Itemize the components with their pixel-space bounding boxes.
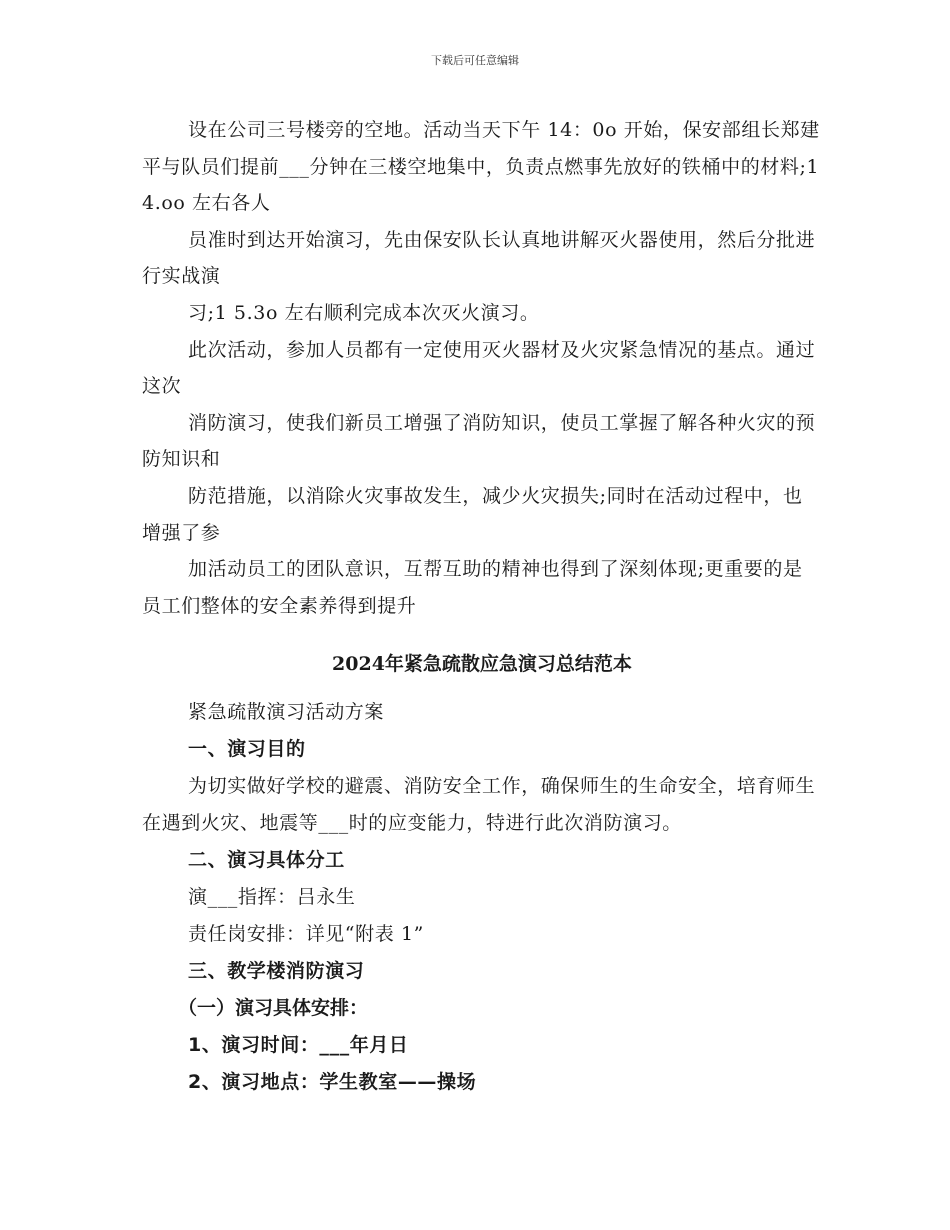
item-location: 2、演习地点：学生教室——操场 bbox=[188, 1070, 477, 1093]
duty-line: 责任岗安排：详见“附表 1” bbox=[188, 922, 424, 945]
paragraph: 习;1 5.3o 左右顺利完成本次灭火演习。 bbox=[188, 301, 540, 324]
paragraph: 加活动员工的团队意识，互帮互助的精神也得到了深刻体现;更重要的是员工们整体的安全素养得到提升 bbox=[142, 558, 803, 617]
page-header: 下载后可任意编辑 bbox=[431, 54, 519, 67]
document-body bbox=[142, 112, 822, 1101]
heading-purpose: 一、演习目的 bbox=[188, 738, 306, 761]
section-title: 2024年紧急疏散应急演习总结范本 bbox=[332, 653, 632, 676]
commander-line: 演___指挥：吕永生 bbox=[188, 885, 356, 908]
plan-title: 紧急疏散演习活动方案 bbox=[188, 701, 385, 724]
paragraph: 员准时到达开始演习，先由保安队长认真地讲解灭火器使用，然后分批进行实战演 bbox=[142, 228, 816, 288]
purpose-paragraph: 为切实做好学校的避震、消防安全工作，确保师生的生命安全，培育师生在遇到火灾、地震等___时的应变能力，特进行此次消防演习。 bbox=[142, 775, 816, 834]
item-time: 1、演习时间：___年月日 bbox=[188, 1033, 409, 1056]
paragraph: 防范措施，以消除火灾事故发生，减少火灾损失;同时在活动过程中，也增强了参 bbox=[142, 484, 803, 544]
subheading-arrangement: （一）演习具体安排： bbox=[178, 996, 369, 1019]
paragraph: 此次活动，参加人员都有一定使用灭火器材及火灾紧急情况的基点。通过这次 bbox=[142, 338, 816, 398]
paragraph: 设在公司三号楼旁的空地。活动当天下午 14：0o 开始，保安部组长郑建平与队员们提前___分钟在三楼空地集中，负责点燃事先放好的铁桶中的材料;1 4.oo 左右各人 bbox=[142, 119, 820, 215]
heading-division: 二、演习具体分工 bbox=[188, 848, 345, 871]
paragraph: 消防演习，使我们新员工增强了消防知识，使员工掌握了解各种火灾的预防知识和 bbox=[142, 411, 816, 471]
heading-drill: 三、教学楼消防演习 bbox=[188, 959, 365, 982]
